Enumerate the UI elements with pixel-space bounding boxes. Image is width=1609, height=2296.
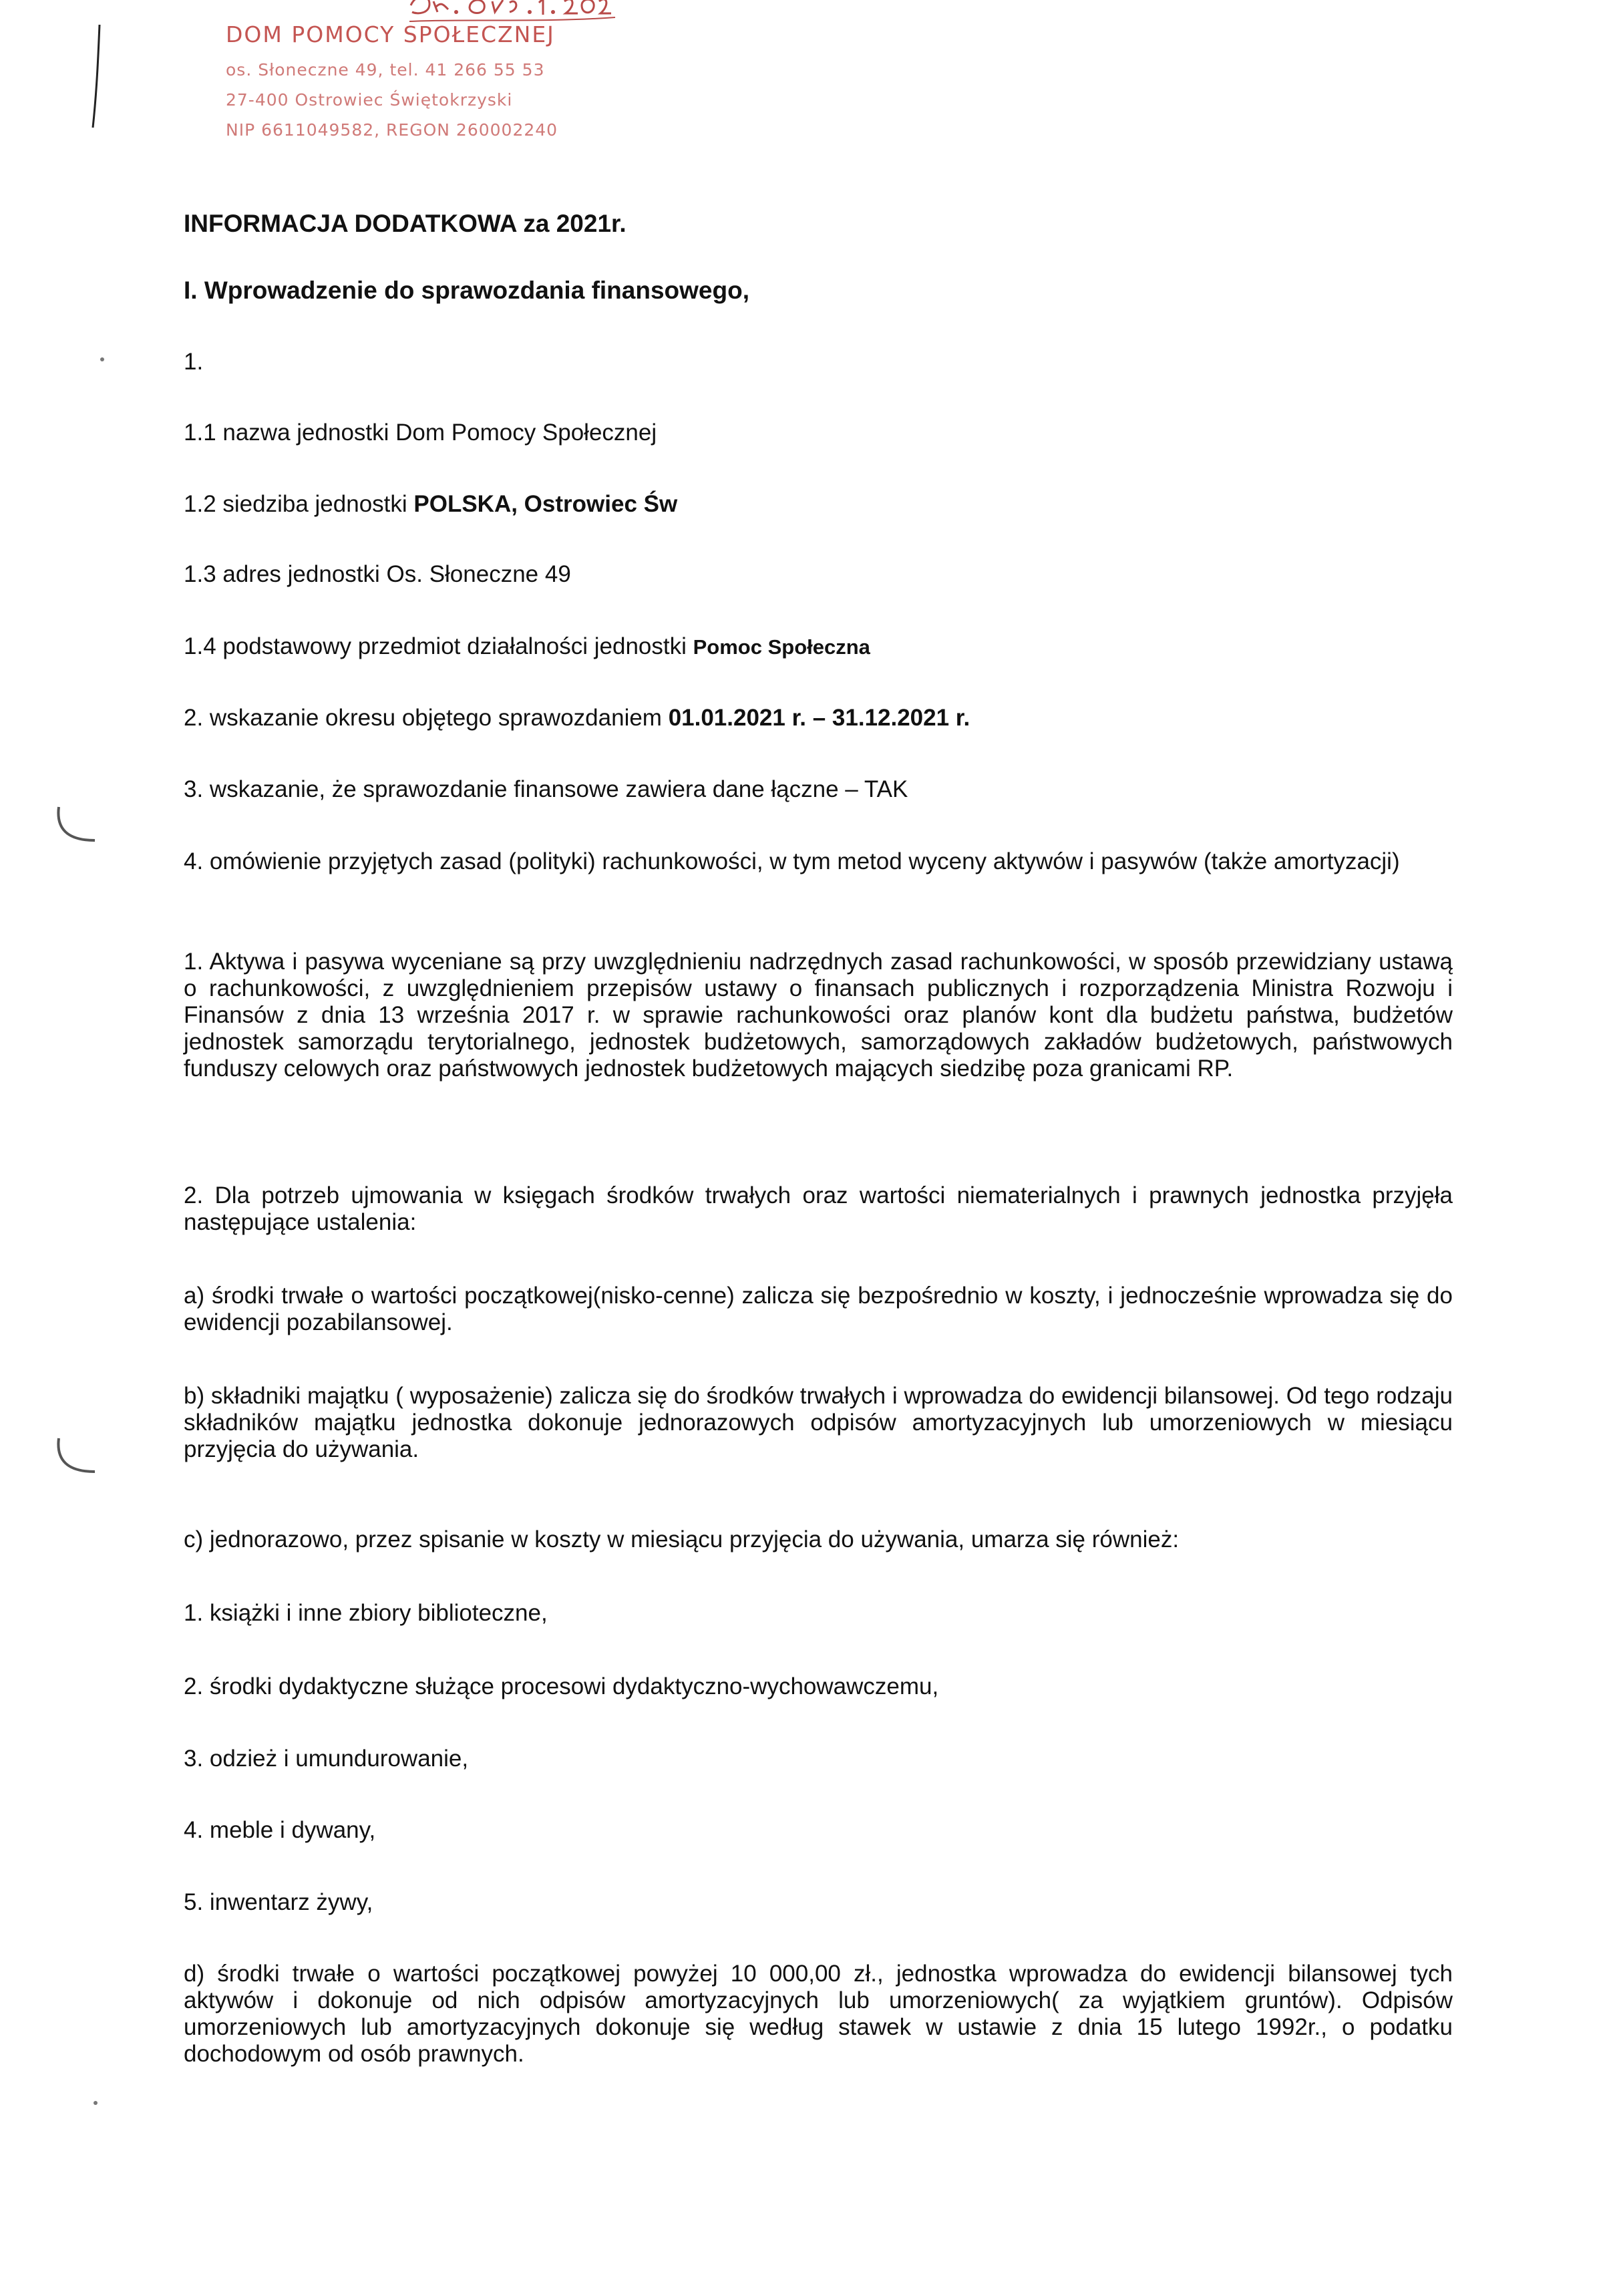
list-item: 5. inwentarz żywy,	[184, 1889, 373, 1915]
stamp-city-line: 27-400 Ostrowiec Świętokrzyski	[226, 90, 513, 110]
item-unit-seat	[184, 491, 677, 518]
item-unit-seat-label: 1.2 siedziba jednostki	[184, 491, 414, 517]
item-reporting-period	[184, 705, 970, 731]
paragraph-valuation: 1. Aktywa i pasywa wyceniane są przy uwzględnieniu nadrzędnych zasad rachunkowości, w sposób przewidziany ustawą o rachunkowości, z uwzględnieniem przepisów ustawy o finansach publicznych i rozporządzenia Ministra Rozwoju i Finansów z dnia 13 września 2017 r. w sprawie rachunkowości oraz planów kont dla budżetu państwa, budżetów jednostek samorządu terytorialnego, jednostek budżetowych, samorządowych zakładów budżetowych, państwowych funduszy celowych oraz państwowych jednostek budżetowych mających siedzibę poza granicami RP.	[184, 949, 1453, 1082]
paragraph-point-c: c) jednorazowo, przez spisanie w koszty w miesiącu przyjęcia do używania, umarza się również:	[184, 1526, 1180, 1552]
item-unit-address: 1.3 adres jednostki Os. Słoneczne 49	[184, 561, 571, 587]
item-unit-seat-value: POLSKA, Ostrowiec Św	[413, 491, 678, 517]
item-combined-data: 3. wskazanie, że sprawozdanie finansowe zawiera dane łączne – TAK	[184, 776, 908, 802]
list-item: 2. środki dydaktyczne służące procesowi dydaktyczno-wychowawczemu,	[184, 1673, 939, 1699]
item-1-number: 1.	[184, 349, 204, 375]
paragraph-point-a: a) środki trwałe o wartości początkowej(nisko-cenne) zalicza się bezpośrednio w koszty, i jednocześnie wprowadza się do ewidencji pozabilansowej.	[184, 1283, 1453, 1335]
stamp-institution-name: DOM POMOCY SPOŁECZNEJ	[226, 21, 555, 47]
list-item: 3. odzież i umundurowanie,	[184, 1746, 469, 1772]
section-heading: I. Wprowadzenie do sprawozdania finansowego,	[184, 277, 749, 304]
item-unit-activity-label: 1.4 podstawowy przedmiot działalności jednostki	[184, 633, 693, 659]
item-unit-name: 1.1 nazwa jednostki Dom Pomocy Społecznej	[184, 420, 657, 446]
document-title: INFORMACJA DODATKOWA za 2021r.	[184, 210, 627, 237]
stamp-address-line: os. Słoneczne 49, tel. 41 266 55 53	[226, 60, 545, 79]
scan-clip-mark	[53, 1433, 100, 1480]
item-unit-activity	[184, 633, 870, 661]
scan-dot	[100, 357, 104, 361]
item-unit-activity-value: Pomoc Społeczna	[693, 635, 870, 659]
item-accounting-policy: 4. omówienie przyjętych zasad (polityki) rachunkowości, w tym metod wyceny aktywów i pasywów (także amortyzacji)	[184, 848, 1400, 874]
list-item: 1. książki i inne zbiory biblioteczne,	[184, 1600, 548, 1626]
scan-clip-mark	[53, 802, 100, 848]
paragraph-point-b: b) składniki majątku ( wyposażenie) zalicza się do środków trwałych i wprowadza do ewidencji bilansowej. Od tego rodzaju składników majątku jednostka dokonuje jednorazowych odpisów amortyzacyjnych lub umorzeniowych w miesiącu przyjęcia do używania.	[184, 1383, 1453, 1462]
scan-dot	[94, 2101, 98, 2105]
item-reporting-period-label: 2. wskazanie okresu objętego sprawozdaniem	[184, 705, 669, 731]
list-item: 4. meble i dywany,	[184, 1817, 376, 1843]
paragraph-fixed-assets: 2. Dla potrzeb ujmowania w księgach środków trwałych oraz wartości niematerialnych i prawnych jednostka przyjęła następujące ustalenia:	[184, 1182, 1453, 1235]
stamp-tax-id-line: NIP 6611049582, REGON 260002240	[226, 120, 558, 140]
pen-stroke-mark	[90, 23, 104, 130]
paragraph-point-d: d) środki trwałe o wartości początkowej powyżej 10 000,00 zł., jednostka wprowadza do ewidencji bilansowej tych aktywów i dokonuje od nich odpisów amortyzacyjnych lub umorzeniowych( za wyjątkiem gruntów). Odpisów umorzeniowych lub amortyzacyjnych dokonuje się według stawek w ustawie z dnia 15 lutego 1992r., o podatku dochodowym od osób prawnych.	[184, 1961, 1453, 2067]
item-reporting-period-value: 01.01.2021 r. – 31.12.2021 r.	[668, 705, 970, 731]
